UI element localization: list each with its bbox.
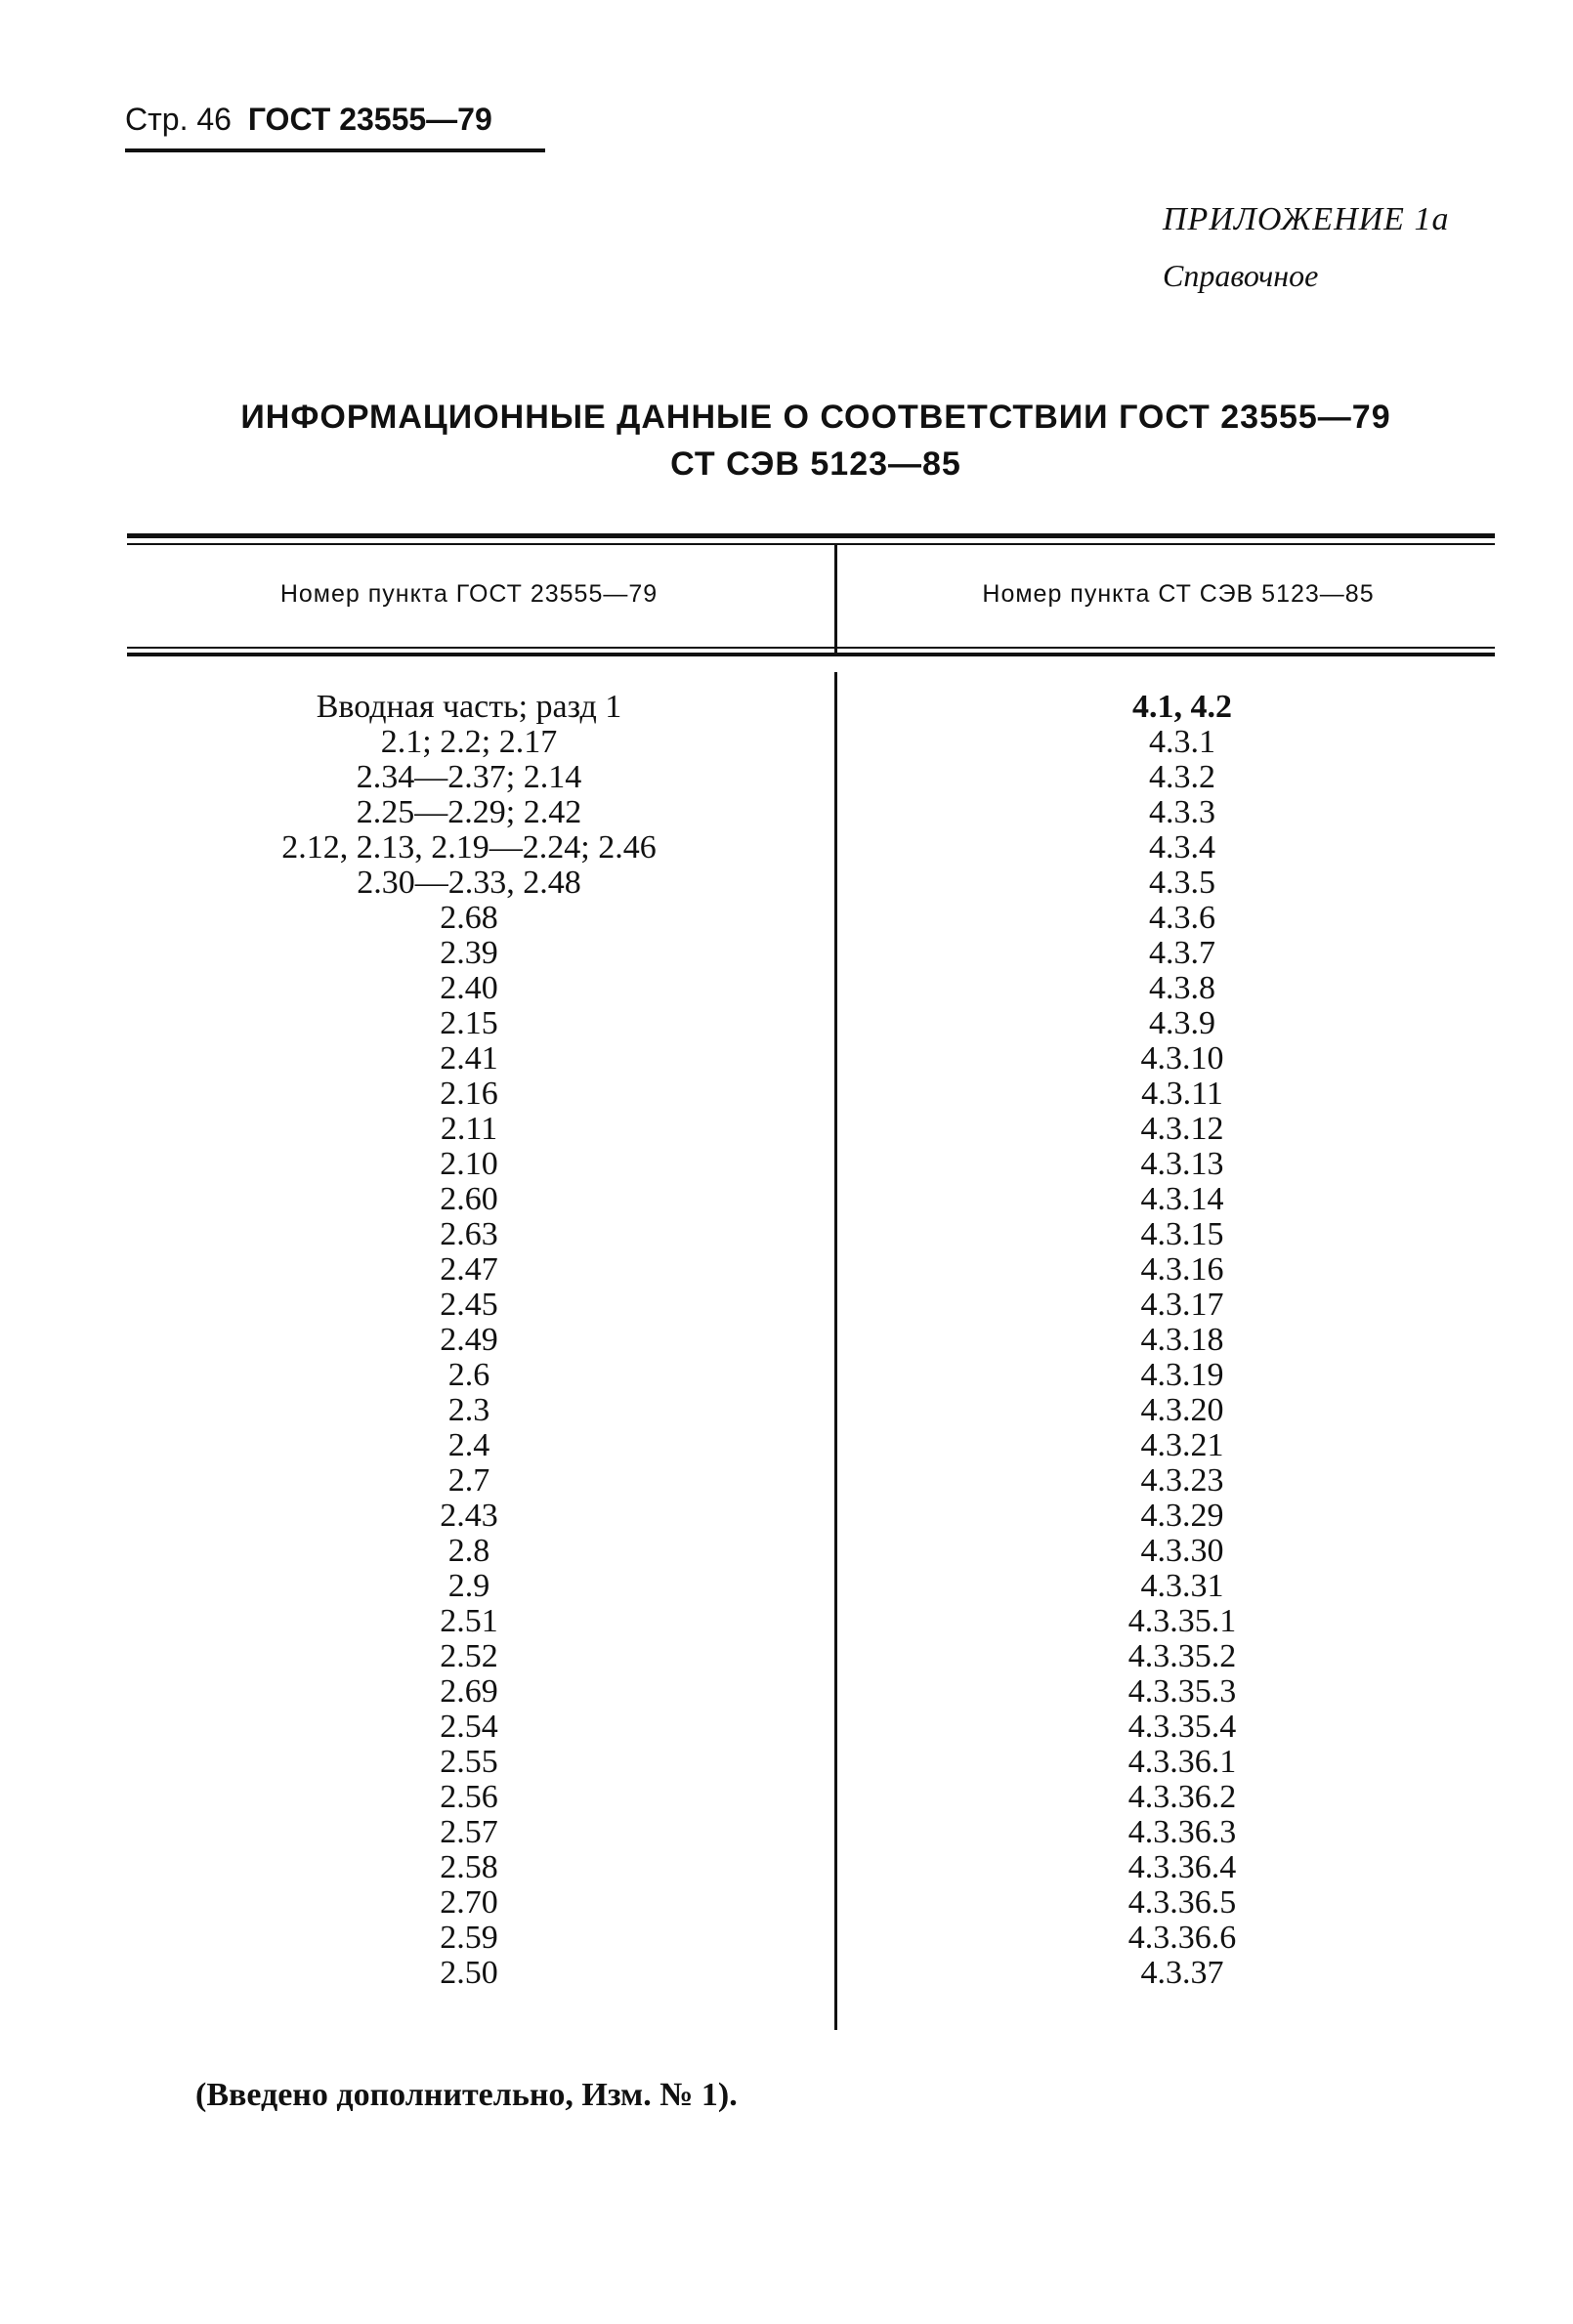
gost-item: 2.57 [440,1814,498,1850]
gost-item: 2.70 [440,1884,498,1921]
gost-item: 2.51 [440,1603,498,1639]
gost-item: 2.1; 2.2; 2.17 [380,724,558,760]
gost-item: 2.55 [440,1744,498,1780]
st-sev-item: 4.3.36.6 [1127,1920,1237,1956]
st-sev-item: 4.3.15 [1140,1216,1224,1252]
gost-item: 2.45 [440,1287,498,1323]
st-sev-item-list [811,690,1553,1991]
st-sev-item: 4.3.36.2 [1127,1779,1237,1815]
column-header-st-sev: Номер пункта СТ СЭВ 5123—85 [982,580,1375,608]
gost-item: 2.7 [447,1462,490,1499]
st-sev-item: 4.3.12 [1140,1111,1224,1147]
gost-item: 2.41 [440,1040,498,1077]
gost-item: 2.30—2.33, 2.48 [357,865,581,901]
gost-item: 2.34—2.37; 2.14 [356,759,582,795]
st-sev-item: 4.3.9 [1149,1005,1215,1041]
header-bottom-rule-thin [127,647,1495,649]
gost-item: 2.56 [440,1779,498,1815]
gost-item: 2.12, 2.13, 2.19—2.24; 2.46 [281,829,657,866]
gost-item: Вводная часть; разд 1 [316,689,622,725]
st-sev-item: 4.3.16 [1140,1251,1224,1288]
gost-item: 2.6 [447,1357,490,1393]
st-sev-item: 4.3.7 [1149,935,1215,971]
st-sev-item: 4.3.29 [1140,1498,1224,1534]
st-sev-item: 4.3.31 [1140,1568,1224,1604]
st-sev-item: 4.3.6 [1149,900,1215,936]
gost-item: 2.50 [440,1955,498,1991]
amendment-note: (Введено дополнительно, Изм. № 1). [195,2077,738,2113]
st-sev-item: 4.1, 4.2 [1132,689,1232,725]
gost-item: 2.15 [440,1005,498,1041]
column-header-gost: Номер пункта ГОСТ 23555—79 [279,580,659,608]
table-top-rule-thin [127,543,1495,545]
gost-item: 2.69 [440,1673,498,1710]
st-sev-item: 4.3.36.4 [1127,1849,1237,1885]
st-sev-item: 4.3.35.2 [1127,1638,1237,1674]
gost-item-list [98,690,840,1991]
gost-item: 2.60 [440,1181,498,1217]
gost-item: 2.8 [447,1533,490,1569]
st-sev-item: 4.3.37 [1140,1955,1224,1991]
gost-item: 2.63 [440,1216,498,1252]
gost-item: 2.49 [440,1322,498,1358]
gost-item: 2.4 [447,1427,490,1463]
st-sev-item: 4.3.35.4 [1127,1709,1237,1745]
gost-item: 2.58 [440,1849,498,1885]
gost-item: 2.54 [440,1709,498,1745]
gost-item: 2.68 [440,900,498,936]
gost-item: 2.47 [440,1251,498,1288]
st-sev-item: 4.3.30 [1140,1533,1224,1569]
gost-item: 2.16 [440,1076,498,1112]
st-sev-item: 4.3.36.5 [1127,1884,1237,1921]
st-sev-item: 4.3.18 [1140,1322,1224,1358]
st-sev-item: 4.3.1 [1149,724,1215,760]
standard-designation: ГОСТ 23555—79 [247,102,492,137]
st-sev-item: 4.3.21 [1140,1427,1224,1463]
st-sev-item: 4.3.10 [1140,1040,1224,1077]
page-number: Стр. 46 [125,102,232,137]
st-sev-item: 4.3.20 [1140,1392,1224,1428]
table-top-rule [127,533,1495,538]
st-sev-item: 4.3.17 [1140,1287,1224,1323]
header-rule [125,148,545,152]
st-sev-item: 4.3.11 [1141,1076,1223,1112]
page-title-line-1: ИНФОРМАЦИОННЫЕ ДАННЫЕ О СООТВЕТСТВИИ ГОСТ 23555—79 [240,399,1391,436]
st-sev-item: 4.3.14 [1140,1181,1224,1217]
st-sev-item: 4.3.5 [1149,865,1215,901]
st-sev-item: 4.3.36.3 [1127,1814,1237,1850]
running-head [125,102,492,138]
st-sev-item: 4.3.3 [1149,794,1215,830]
appendix-label: ПРИЛОЖЕНИЕ 1а [1163,201,1450,237]
gost-item: 2.9 [447,1568,490,1604]
gost-item: 2.11 [440,1111,498,1147]
gost-item: 2.52 [440,1638,498,1674]
gost-item: 2.40 [440,970,498,1006]
st-sev-item: 4.3.4 [1149,829,1215,866]
header-bottom-rule [127,653,1495,656]
appendix-kind: Справочное [1163,258,1319,293]
st-sev-item: 4.3.13 [1140,1146,1224,1182]
st-sev-item: 4.3.23 [1140,1462,1224,1499]
st-sev-item: 4.3.19 [1140,1357,1224,1393]
gost-item: 2.25—2.29; 2.42 [356,794,582,830]
gost-item: 2.10 [440,1146,498,1182]
st-sev-item: 4.3.36.1 [1127,1744,1237,1780]
gost-item: 2.39 [440,935,498,971]
st-sev-item: 4.3.35.3 [1127,1673,1237,1710]
st-sev-item: 4.3.35.1 [1127,1603,1237,1639]
gost-item: 2.59 [440,1920,498,1956]
gost-item: 2.43 [440,1498,498,1534]
st-sev-item: 4.3.2 [1149,759,1215,795]
st-sev-item: 4.3.8 [1149,970,1215,1006]
gost-item: 2.3 [447,1392,490,1428]
page-title-line-2: СТ СЭВ 5123—85 [670,445,961,483]
